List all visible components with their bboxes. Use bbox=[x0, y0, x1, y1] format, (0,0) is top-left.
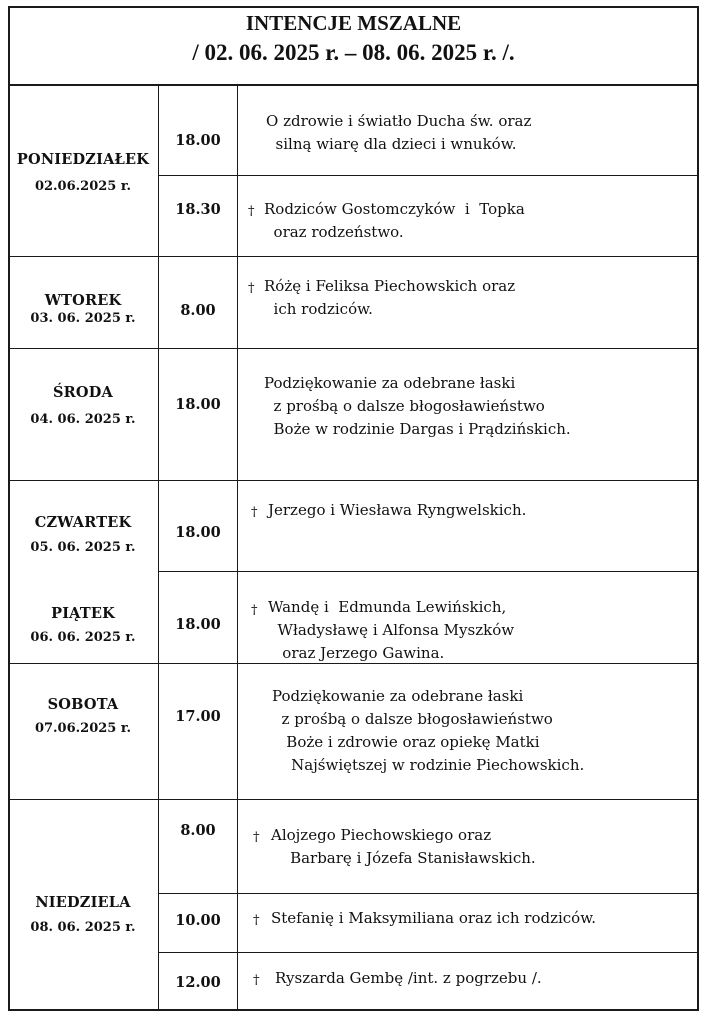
column-divider-time bbox=[237, 85, 238, 1011]
cross-icon: † bbox=[253, 830, 260, 845]
sub-row-divider bbox=[158, 952, 699, 953]
day-name: WTOREK bbox=[44, 292, 122, 309]
sub-row-divider bbox=[158, 175, 699, 176]
intentions-sheet bbox=[8, 6, 699, 1011]
column-divider-day bbox=[158, 85, 159, 1011]
cross-icon: † bbox=[248, 281, 255, 296]
day-date: 08. 06. 2025 r. bbox=[30, 920, 136, 935]
cross-icon: † bbox=[251, 505, 258, 520]
mass-time: 12.00 bbox=[175, 974, 221, 991]
header bbox=[8, 6, 699, 86]
day-date: 03. 06. 2025 r. bbox=[30, 311, 136, 326]
day-date: 07.06.2025 r. bbox=[34, 721, 132, 736]
day-cell-thursday bbox=[8, 514, 158, 555]
intention-text: Stefanię i Maksymiliana oraz ich rodziców. bbox=[271, 909, 597, 927]
row-divider bbox=[8, 348, 699, 349]
mass-time: 18.00 bbox=[175, 616, 221, 633]
cross-icon: † bbox=[253, 913, 260, 928]
day-date: 04. 06. 2025 r. bbox=[30, 412, 136, 427]
day-name: ŚRODA bbox=[53, 384, 113, 401]
day-cell-wednesday bbox=[8, 384, 158, 427]
row-divider bbox=[8, 480, 699, 481]
day-date: 05. 06. 2025 r. bbox=[30, 540, 136, 555]
mass-time: 18.00 bbox=[175, 524, 221, 541]
intention-text: Różę i Feliksa Piechowskich oraz ich rodziców. bbox=[264, 277, 516, 318]
day-name: PIĄTEK bbox=[51, 605, 115, 622]
day-cell-saturday bbox=[8, 696, 158, 736]
mass-time: 8.00 bbox=[180, 302, 216, 319]
row-divider bbox=[158, 571, 699, 572]
intention-text: O zdrowie i światło Ducha św. oraz silną wiarę dla dzieci i wnuków. bbox=[266, 112, 532, 153]
mass-time: 8.00 bbox=[180, 822, 216, 839]
page-title: INTENCJE MSZALNE bbox=[245, 11, 462, 35]
intention-text: Podziękowanie za odebrane łaski z prośbą o dalsze błogosławieństwo Boże w rodzinie Dargas i Prądzińskich. bbox=[264, 374, 571, 438]
row-divider bbox=[8, 799, 699, 800]
intention-text: Podziękowanie za odebrane łaski z prośbą o dalsze błogosławieństwo Boże i zdrowie oraz opiekę Matki Najświętszej w rodzinie Piechowskich. bbox=[272, 687, 585, 774]
intention-text: Wandę i Edmunda Lewińskich, Władysławę i Alfonsa Myszków oraz Jerzego Gawina. bbox=[268, 598, 515, 662]
intention-text: Jerzego i Wiesława Ryngwelskich. bbox=[268, 501, 527, 519]
day-name: NIEDZIELA bbox=[35, 894, 131, 911]
mass-time: 10.00 bbox=[175, 912, 221, 929]
cross-icon: † bbox=[248, 204, 255, 219]
day-date: 02.06.2025 r. bbox=[34, 179, 132, 194]
day-cell-friday bbox=[8, 605, 158, 645]
intention-text: Ryszarda Gembę /int. z pogrzebu /. bbox=[275, 969, 542, 987]
day-cell-sunday bbox=[8, 894, 158, 935]
cross-icon: † bbox=[253, 973, 260, 988]
day-cell-monday bbox=[8, 151, 158, 194]
row-divider bbox=[8, 256, 699, 257]
sub-row-divider bbox=[158, 893, 699, 894]
intention-text: Rodziców Gostomczyków i Topka oraz rodzeństwo. bbox=[264, 200, 525, 241]
day-name: PONIEDZIAŁEK bbox=[16, 151, 150, 168]
page-subtitle: / 02. 06. 2025 r. – 08. 06. 2025 r. /. bbox=[192, 40, 515, 65]
cross-icon: † bbox=[251, 603, 258, 618]
day-cell-tuesday bbox=[8, 292, 158, 326]
day-name: SOBOTA bbox=[47, 696, 119, 713]
day-name: CZWARTEK bbox=[34, 514, 132, 531]
intention-text: Alojzego Piechowskiego oraz Barbarę i Józefa Stanisławskich. bbox=[271, 826, 536, 867]
day-date: 06. 06. 2025 r. bbox=[30, 630, 136, 645]
mass-time: 17.00 bbox=[175, 708, 221, 725]
mass-time: 18.00 bbox=[175, 132, 221, 149]
mass-time: 18.00 bbox=[175, 396, 221, 413]
mass-time: 18.30 bbox=[175, 201, 221, 218]
